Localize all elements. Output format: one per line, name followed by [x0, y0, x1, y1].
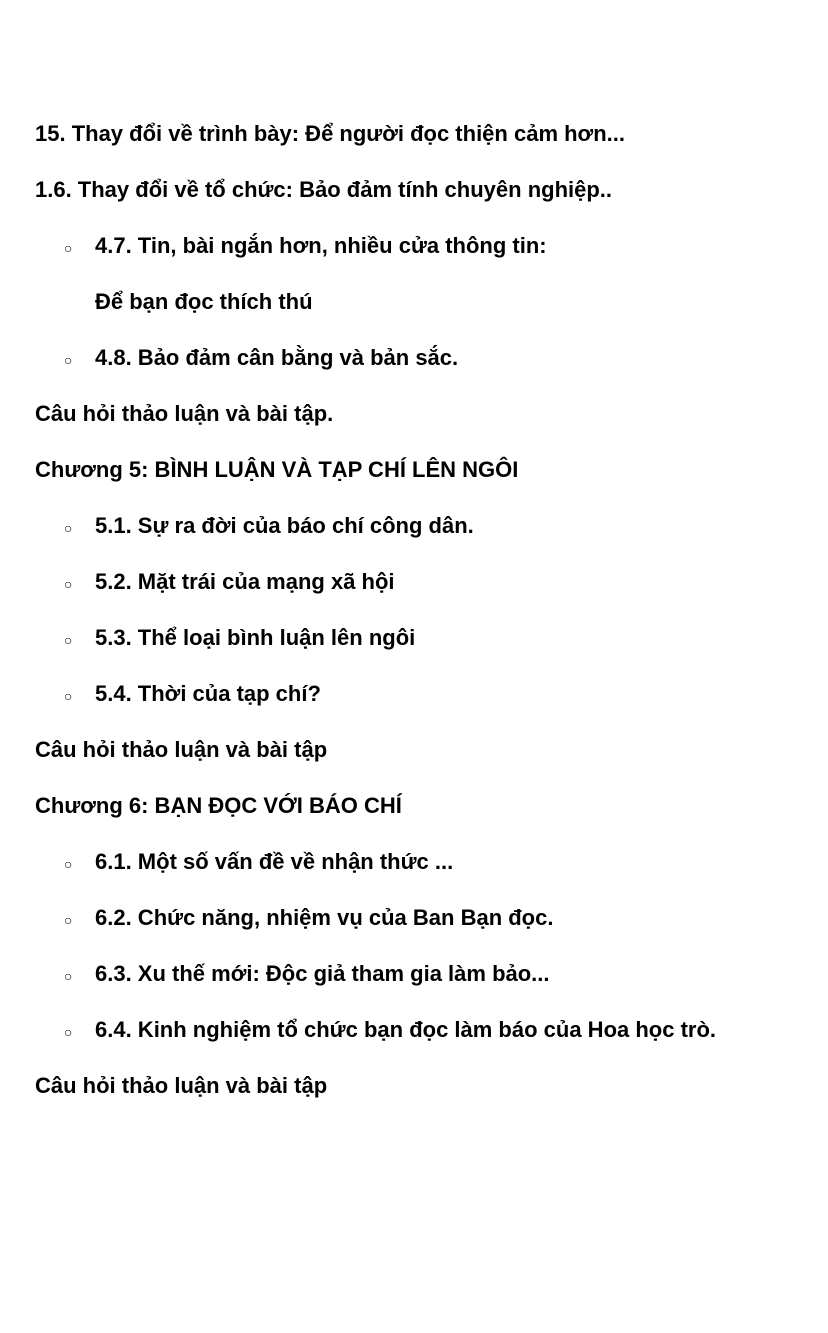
line-text: 6.4. Kinh nghiệm tổ chức bạn đọc làm báo của Hoa học trò. — [95, 1017, 717, 1042]
line-text: 4.8. Bảo đảm cân bằng và bản sắc. — [95, 345, 459, 370]
list-item — [0, 554, 828, 610]
heading-line — [0, 778, 828, 834]
document-body — [0, 106, 828, 1114]
circle-bullet-icon: ○ — [64, 688, 73, 704]
line-text: Câu hỏi thảo luận và bài tập — [35, 1073, 328, 1098]
circle-bullet-icon: ○ — [64, 632, 73, 648]
list-item — [0, 498, 828, 554]
line-text: Để bạn đọc thích thú — [95, 289, 313, 314]
heading-line — [0, 722, 828, 778]
line-text: 6.1. Một số vấn đề về nhận thức ... — [95, 849, 454, 874]
circle-bullet-icon: ○ — [64, 856, 73, 872]
line-text: 6.2. Chức năng, nhiệm vụ của Ban Bạn đọc. — [95, 905, 554, 930]
line-text: 5.2. Mặt trái của mạng xã hội — [95, 569, 395, 594]
line-text: 5.3. Thể loại bình luận lên ngôi — [95, 625, 416, 650]
heading-line — [0, 106, 828, 162]
line-text: 4.7. Tin, bài ngắn hơn, nhiều cửa thông tin: — [95, 233, 547, 258]
list-item — [0, 218, 828, 274]
heading-line — [0, 386, 828, 442]
line-text: 5.4. Thời của tạp chí? — [95, 681, 321, 706]
line-text: Chương 5: BÌNH LUẬN VÀ TẠP CHÍ LÊN NGÔI — [35, 457, 519, 482]
list-item — [0, 834, 828, 890]
circle-bullet-icon: ○ — [64, 576, 73, 592]
line-text: Chương 6: BẠN ĐỌC VỚI BÁO CHÍ — [35, 793, 402, 818]
circle-bullet-icon: ○ — [64, 968, 73, 984]
heading-line — [0, 1058, 828, 1114]
list-item — [0, 274, 828, 330]
list-item — [0, 610, 828, 666]
list-item — [0, 1002, 828, 1058]
line-text: Câu hỏi thảo luận và bài tập — [35, 737, 328, 762]
list-item — [0, 890, 828, 946]
line-text: Câu hỏi thảo luận và bài tập. — [35, 401, 334, 426]
line-text: 1.6. Thay đổi về tổ chức: Bảo đảm tính chuyên nghiệp.. — [35, 177, 613, 202]
list-item — [0, 330, 828, 386]
line-text: 5.1. Sự ra đời của báo chí công dân. — [95, 513, 474, 538]
list-item — [0, 946, 828, 1002]
circle-bullet-icon: ○ — [64, 912, 73, 928]
heading-line — [0, 442, 828, 498]
circle-bullet-icon: ○ — [64, 520, 73, 536]
line-text: 15. Thay đổi về trình bày: Để người đọc thiện cảm hơn... — [35, 121, 625, 146]
heading-line — [0, 162, 828, 218]
circle-bullet-icon: ○ — [64, 240, 73, 256]
line-text: 6.3. Xu thế mới: Độc giả tham gia làm bảo... — [95, 961, 550, 986]
circle-bullet-icon: ○ — [64, 1024, 73, 1040]
circle-bullet-icon: ○ — [64, 352, 73, 368]
list-item — [0, 666, 828, 722]
